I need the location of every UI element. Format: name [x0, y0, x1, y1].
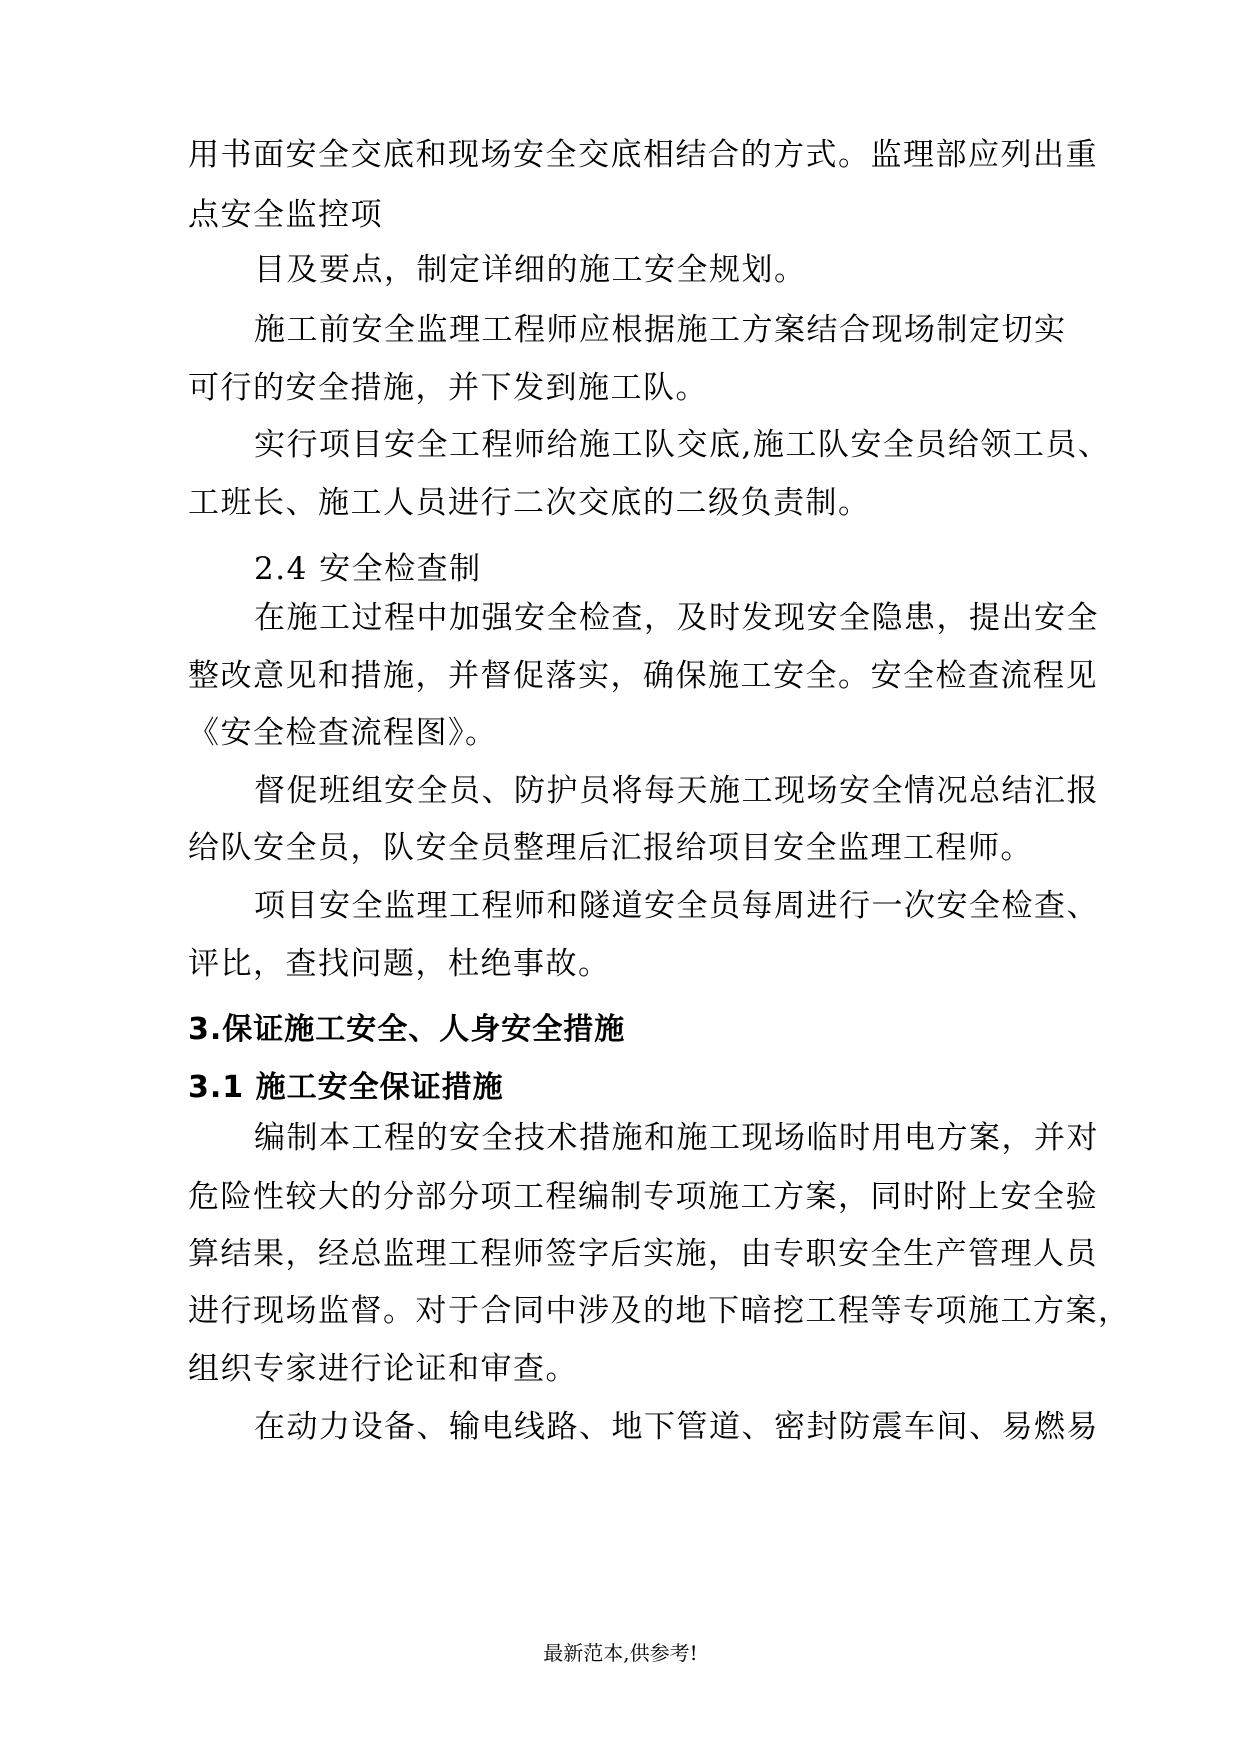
body-text-line: 在动力设备、输电线路、地下管道、密封防震车间、易燃易 — [254, 1409, 1099, 1445]
body-text-line: 整改意见和措施，并督促落实，确保施工安全。安全检查流程见 — [188, 658, 1098, 694]
body-text-line: 组织专家进行论证和审查。 — [188, 1351, 578, 1387]
body-text-line: 编制本工程的安全技术措施和施工现场临时用电方案，并对 — [254, 1120, 1099, 1156]
section-heading-3: 3.保证施工安全、人身安全措施 — [188, 1012, 626, 1047]
body-text-line: 督促班组安全员、防护员将每天施工现场安全情况总结汇报 — [254, 773, 1099, 809]
body-text-line: 危险性较大的分部分项工程编制专项施工方案，同时附上安全验 — [188, 1179, 1098, 1215]
body-text-line: 算结果，经总监理工程师签字后实施，由专职安全生产管理人员 — [188, 1236, 1098, 1272]
section-heading-2-4: 2.4 安全检查制 — [254, 551, 482, 587]
body-text-line: 进行现场监督。对于合同中涉及的地下暗挖工程等专项施工方案， — [188, 1293, 1131, 1329]
page-footer: 最新范本,供参考! — [543, 1641, 698, 1665]
body-text-line: 可行的安全措施，并下发到施工队。 — [188, 370, 708, 406]
body-text-line: 目及要点，制定详细的施工安全规划。 — [254, 252, 807, 288]
body-text-line: 用书面安全交底和现场安全交底相结合的方式。监理部应列出重 — [188, 137, 1098, 173]
body-text-line: 施工前安全监理工程师应根据施工方案结合现场制定切实 — [254, 312, 1067, 348]
body-text-line: 《安全检查流程图》。 — [188, 715, 498, 751]
body-text-line: 给队安全员，队安全员整理后汇报给项目安全监理工程师。 — [188, 830, 1033, 866]
body-text-line: 实行项目安全工程师给施工队交底,施工队安全员给领工员、 — [254, 427, 1111, 463]
section-heading-3-1: 3.1 施工安全保证措施 — [188, 1070, 504, 1105]
body-text-line: 项目安全监理工程师和隧道安全员每周进行一次安全检查、 — [254, 888, 1099, 924]
body-text-line: 点安全监控项 — [188, 197, 383, 233]
body-text-line: 评比，查找问题，杜绝事故。 — [188, 946, 611, 982]
body-text-line: 在施工过程中加强安全检查，及时发现安全隐患，提出安全 — [254, 600, 1099, 636]
body-text-line: 工班长、施工人员进行二次交底的二级负责制。 — [188, 485, 871, 521]
